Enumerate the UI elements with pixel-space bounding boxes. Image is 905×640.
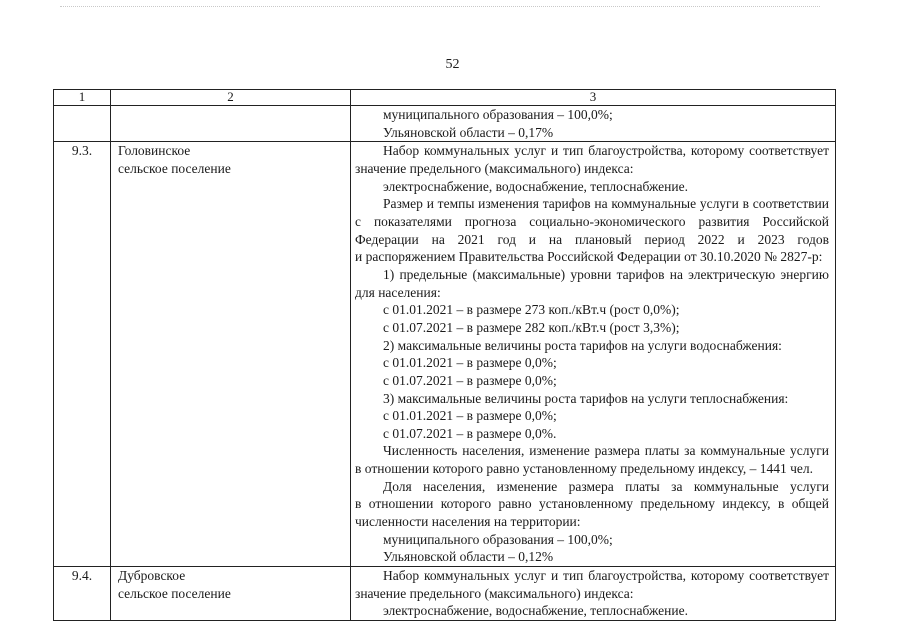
table-row-continuation <box>54 106 836 142</box>
text-line: численности населения на территории: <box>355 514 581 530</box>
text-line: с показателями прогноза социально-экономического развития Российской <box>355 213 829 229</box>
continuation-num-cell <box>54 106 111 142</box>
text-line: электроснабжение, водоснабжение, теплоснабжение. <box>383 178 688 194</box>
text-line: Ульяновской области – 0,12% <box>383 549 554 565</box>
settlement-name-line: сельское поселение <box>118 161 231 177</box>
settlement-name-line: сельское поселение <box>118 586 231 602</box>
row-number: 9.3. <box>54 142 111 567</box>
text-line: муниципального образования – 100,0%; <box>383 531 613 547</box>
text-line: электроснабжение, водоснабжение, теплоснабжение. <box>383 603 688 619</box>
scan-edge-artifact <box>60 6 820 9</box>
settlement-name <box>111 142 351 567</box>
settlement-name-line: Дубровское <box>118 568 186 584</box>
column-header-number: 1 <box>54 90 111 106</box>
text-line: Набор коммунальных услуг и тип благоустройства, которому соответствует <box>383 568 829 584</box>
row-number: 9.4. <box>54 567 111 621</box>
text-line: в отношении которого равно установленному предельному индексу, в общей <box>355 496 829 512</box>
continuation-name-cell <box>111 106 351 142</box>
tariff-table <box>53 89 836 621</box>
page-number: 52 <box>445 57 460 72</box>
text-line: значение предельного (максимального) индекса: <box>355 160 634 176</box>
text-line: для населения: <box>355 284 441 300</box>
text-line: с 01.07.2021 – в размере 0,0%; <box>383 372 557 388</box>
table-header-row <box>54 90 836 106</box>
text-line: с 01.07.2021 – в размере 0,0%. <box>383 425 557 441</box>
column-header-name: 2 <box>111 90 351 106</box>
table-row-9-3 <box>54 142 836 567</box>
text-line: Набор коммунальных услуг и тип благоустройства, которому соответствует <box>383 143 829 159</box>
settlement-name-line: Головинское <box>118 143 191 159</box>
text-line: с 01.07.2021 – в размере 282 коп./кВт.ч (рост 3,3%); <box>383 319 680 335</box>
text-line: 2) максимальные величины роста тарифов на услуги водоснабжения: <box>383 337 782 353</box>
text-line: Ульяновской области – 0,17% <box>383 124 554 140</box>
column-header-description: 3 <box>351 90 836 106</box>
text-line: Численность населения, изменение размера платы за коммунальные услуги <box>383 443 829 459</box>
text-line: муниципального образования – 100,0%; <box>383 107 613 122</box>
text-line: Доля населения, изменение размера платы за коммунальные услуги <box>383 478 829 494</box>
text-line: в отношении которого равно установленному предельному индексу, – 1441 чел. <box>355 461 813 477</box>
text-line: и распоряжением Правительства Российской Федерации от 30.10.2020 № 2827-р: <box>355 249 823 265</box>
text-line: Размер и темпы изменения тарифов на коммунальные услуги в соответствии <box>383 196 829 212</box>
text-line: с 01.01.2021 – в размере 273 коп./кВт.ч (рост 0,0%); <box>383 302 680 318</box>
text-line: с 01.01.2021 – в размере 0,0%; <box>383 408 557 424</box>
text-line: 3) максимальные величины роста тарифов на услуги теплоснабжения: <box>383 390 789 406</box>
row-description <box>351 142 836 567</box>
text-line: с 01.01.2021 – в размере 0,0%; <box>383 355 557 371</box>
text-line: значение предельного (максимального) индекса: <box>355 585 634 601</box>
row-description <box>351 567 836 621</box>
table-row-9-4 <box>54 567 836 621</box>
continuation-text-cell <box>351 106 836 142</box>
settlement-name <box>111 567 351 621</box>
text-line: Федерации на 2021 год и на плановый период 2022 и 2023 годов <box>355 231 829 247</box>
text-line: 1) предельные (максимальные) уровни тарифов на электрическую энергию <box>383 266 829 282</box>
